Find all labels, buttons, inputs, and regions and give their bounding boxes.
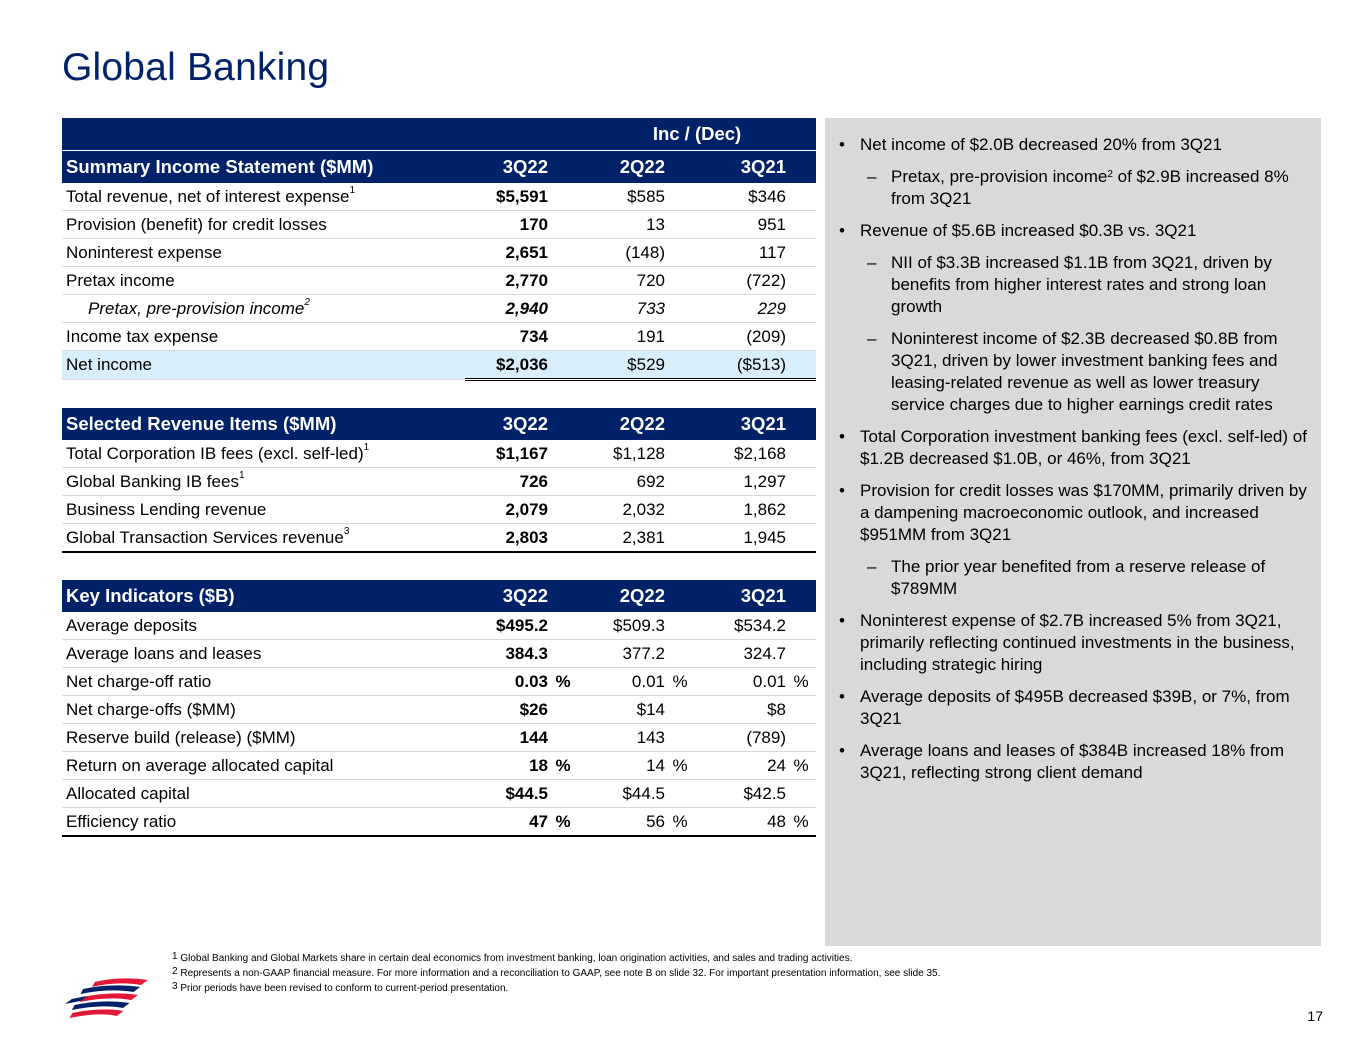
table-header-label: Key Indicators ($B) [62, 580, 465, 612]
table-row [62, 808, 816, 837]
bullet-icon: • [839, 135, 845, 154]
cell-2q22: 13 [578, 211, 665, 239]
cell-3q22: 0.03 [465, 668, 548, 696]
table-row [62, 468, 816, 496]
bullet-item: • Total Corporation investment banking fees (excl. self-led) of $1.2B decreased $1.0B, or 46%, from 3Q21 [839, 427, 1307, 468]
col-header-3q21: 3Q21 [695, 151, 786, 184]
cell-3q22: $1,167 [465, 440, 548, 468]
cell-3q21: (722) [695, 267, 786, 295]
cell-3q22: $5,591 [465, 183, 548, 211]
unit-2q22 [665, 696, 695, 724]
cell-3q22: 47 [465, 808, 548, 837]
table-row [62, 440, 816, 468]
key-indicators-table [62, 580, 816, 837]
dash-icon: – [867, 167, 877, 186]
inc-dec-header-row [62, 118, 816, 151]
bullet-item: • Net income of $2.0B decreased 20% from 3Q21 [839, 135, 1222, 154]
cell-3q21: 24 [695, 752, 786, 780]
footnote-1: $^1$ Global Banking and Global Markets share in certain deal economics from investment banking, loan origination activities, and sales and trading activities. [172, 951, 853, 964]
unit-3q22 [548, 640, 578, 668]
cell-3q22: $495.2 [465, 612, 548, 640]
cell-3q22: 2,940 [465, 295, 548, 323]
table-header-row [62, 408, 816, 440]
footnote-2: $^2$ Represents a non-GAAP financial measure. For more information and a reconciliation to GAAP, see note B on slide 32. For important presentation information, see slide 35. [172, 966, 941, 979]
cell-3q22: 170 [465, 211, 548, 239]
unit-3q21 [786, 780, 816, 808]
cell-3q22: 18 [465, 752, 548, 780]
unit-2q22 [665, 640, 695, 668]
footnote-3: $^3$ Prior periods have been revised to conform to current-period presentation. [172, 981, 509, 994]
col-header-2q22: 2Q22 [578, 408, 665, 440]
table-row [62, 612, 816, 640]
bullet-item: • Provision for credit losses was $170MM, primarily driven by a dampening macroeconomic outlook, and increased $951MM from 3Q21 [839, 481, 1307, 544]
revenue-items-table [62, 408, 816, 553]
cell-3q22: 384.3 [465, 640, 548, 668]
table-row [62, 295, 816, 323]
cell-3q22: 726 [465, 468, 548, 496]
unit-2q22: % [665, 752, 695, 780]
row-label: Income tax expense [62, 323, 465, 351]
table-row [62, 267, 816, 295]
net-income-row [62, 351, 816, 380]
commentary-panel [825, 118, 1321, 946]
unit-3q22: % [548, 668, 578, 696]
cell-2q22: 2,032 [578, 496, 665, 524]
bullet-icon: • [839, 481, 845, 500]
cell-2q22: 191 [578, 323, 665, 351]
cell-3q22: 2,651 [465, 239, 548, 267]
table-row [62, 239, 816, 267]
cell-3q21: $42.5 [695, 780, 786, 808]
bullet-icon: • [839, 741, 845, 760]
row-label: Total revenue, net of interest expense$^1$ [62, 183, 465, 211]
cell-2q22: 14 [578, 752, 665, 780]
col-header-3q22: 3Q22 [465, 580, 548, 612]
cell-3q21: $2,168 [695, 440, 786, 468]
cell-2q22: 0.01 [578, 668, 665, 696]
bullet-item: • Revenue of $5.6B increased $0.3B vs. 3Q21 [839, 221, 1197, 240]
row-label: Average loans and leases [62, 640, 465, 668]
sub-bullet-item: – Pretax, pre-provision income$^2$ of $2.9B increased 8% from 3Q21 [867, 167, 1289, 208]
row-label: Net charge-offs ($MM) [62, 696, 465, 724]
row-label: Net income [62, 351, 465, 380]
bullet-icon: • [839, 611, 845, 630]
col-header-3q22: 3Q22 [465, 408, 548, 440]
row-label: Global Banking IB fees$^1$ [62, 468, 465, 496]
cell-3q21: $534.2 [695, 612, 786, 640]
cell-2q22: (148) [578, 239, 665, 267]
cell-3q22: $26 [465, 696, 548, 724]
table-header-label: Selected Revenue Items ($MM) [62, 408, 465, 440]
cell-3q22: 734 [465, 323, 548, 351]
row-label: Net charge-off ratio [62, 668, 465, 696]
cell-3q21: 0.01 [695, 668, 786, 696]
table-row [62, 183, 816, 211]
col-header-3q21: 3Q21 [695, 408, 786, 440]
table-row [62, 323, 816, 351]
cell-2q22: $14 [578, 696, 665, 724]
cell-2q22: $1,128 [578, 440, 665, 468]
cell-3q21: $8 [695, 696, 786, 724]
dash-icon: – [867, 329, 877, 348]
unit-3q21 [786, 724, 816, 752]
cell-3q22: $2,036 [465, 351, 548, 380]
cell-2q22: 2,381 [578, 524, 665, 553]
row-label: Noninterest expense [62, 239, 465, 267]
unit-3q22: % [548, 752, 578, 780]
row-label: Efficiency ratio [62, 808, 465, 837]
row-label: Pretax income [62, 267, 465, 295]
bullet-item: • Average deposits of $495B decreased $39B, or 7%, from 3Q21 [839, 687, 1290, 728]
unit-3q21: % [786, 668, 816, 696]
bullet-icon: • [839, 427, 845, 446]
unit-3q22 [548, 612, 578, 640]
cell-2q22: 143 [578, 724, 665, 752]
row-label: Global Transaction Services revenue$^3$ [62, 524, 465, 553]
row-label: Business Lending revenue [62, 496, 465, 524]
table-row [62, 211, 816, 239]
row-label: Allocated capital [62, 780, 465, 808]
table-row [62, 696, 816, 724]
unit-3q21: % [786, 752, 816, 780]
row-label: Total Corporation IB fees (excl. self-led)$^1$ [62, 440, 465, 468]
row-label: Return on average allocated capital [62, 752, 465, 780]
cell-3q21: (789) [695, 724, 786, 752]
col-header-3q22: 3Q22 [465, 151, 548, 184]
footnotes [172, 951, 940, 996]
unit-3q22 [548, 724, 578, 752]
unit-3q22 [548, 696, 578, 724]
cell-3q22: 2,770 [465, 267, 548, 295]
financial-tables [62, 118, 816, 837]
row-label: Reserve build (release) ($MM) [62, 724, 465, 752]
summary-income-table [62, 118, 816, 381]
bank-flag-logo-icon [64, 976, 158, 1028]
unit-2q22: % [665, 668, 695, 696]
col-header-2q22: 2Q22 [578, 151, 665, 184]
unit-2q22 [665, 780, 695, 808]
sub-bullet-item: – Noninterest income of $2.3B decreased $0.8B from 3Q21, driven by lower investment banking fees and leasing-related revenue as well as lower treasury service charges due to higher earnings credit rates [867, 329, 1278, 414]
page-title: Global Banking [62, 46, 330, 89]
table-header-row [62, 151, 816, 184]
cell-3q21: 117 [695, 239, 786, 267]
unit-3q22: % [548, 808, 578, 837]
row-label: Provision (benefit) for credit losses [62, 211, 465, 239]
unit-3q21 [786, 612, 816, 640]
cell-3q21: 1,945 [695, 524, 786, 553]
cell-2q22: 56 [578, 808, 665, 837]
cell-3q22: 2,079 [465, 496, 548, 524]
table-row [62, 668, 816, 696]
cell-3q21: 1,862 [695, 496, 786, 524]
unit-2q22 [665, 612, 695, 640]
cell-3q21: 48 [695, 808, 786, 837]
unit-3q21: % [786, 808, 816, 837]
unit-3q21 [786, 696, 816, 724]
table-header-row [62, 580, 816, 612]
cell-2q22: 733 [578, 295, 665, 323]
table-row [62, 780, 816, 808]
cell-2q22: $509.3 [578, 612, 665, 640]
row-label: Average deposits [62, 612, 465, 640]
cell-2q22: $585 [578, 183, 665, 211]
unit-3q21 [786, 640, 816, 668]
cell-3q21: 229 [695, 295, 786, 323]
sub-bullet-item: – NII of $3.3B increased $1.1B from 3Q21, driven by benefits from higher interest rates and strong loan growth [867, 253, 1272, 316]
cell-3q21: 951 [695, 211, 786, 239]
dash-icon: – [867, 557, 877, 576]
table-row [62, 524, 816, 553]
table-row [62, 640, 816, 668]
unit-3q22 [548, 780, 578, 808]
cell-3q21: (209) [695, 323, 786, 351]
cell-2q22: 377.2 [578, 640, 665, 668]
row-label: Pretax, pre-provision income$^2$ [62, 295, 465, 323]
page-number: 17 [1307, 1008, 1323, 1024]
unit-2q22: % [665, 808, 695, 837]
commentary-bullets [835, 134, 1315, 794]
bullet-item: • Noninterest expense of $2.7B increased 5% from 3Q21, primarily reflecting continued investments in the business, including strategic hiring [839, 611, 1295, 674]
cell-3q21: $346 [695, 183, 786, 211]
bullet-icon: • [839, 221, 845, 240]
unit-2q22 [665, 724, 695, 752]
cell-3q21: ($513) [695, 351, 786, 380]
cell-3q21: 1,297 [695, 468, 786, 496]
dash-icon: – [867, 253, 877, 272]
table-row [62, 496, 816, 524]
table-row [62, 752, 816, 780]
table-header-label: Summary Income Statement ($MM) [62, 151, 465, 184]
bullet-item: • Average loans and leases of $384B increased 18% from 3Q21, reflecting strong client demand [839, 741, 1285, 782]
sub-bullet-item: – The prior year benefited from a reserve release of $789MM [867, 557, 1266, 598]
col-header-3q21: 3Q21 [695, 580, 786, 612]
cell-2q22: $529 [578, 351, 665, 380]
cell-3q21: 324.7 [695, 640, 786, 668]
cell-3q22: $44.5 [465, 780, 548, 808]
col-header-2q22: 2Q22 [578, 580, 665, 612]
bullet-icon: • [839, 687, 845, 706]
cell-2q22: $44.5 [578, 780, 665, 808]
cell-3q22: 144 [465, 724, 548, 752]
cell-2q22: 692 [578, 468, 665, 496]
inc-dec-label: Inc / (Dec) [578, 118, 816, 151]
cell-2q22: 720 [578, 267, 665, 295]
table-row [62, 724, 816, 752]
cell-3q22: 2,803 [465, 524, 548, 553]
